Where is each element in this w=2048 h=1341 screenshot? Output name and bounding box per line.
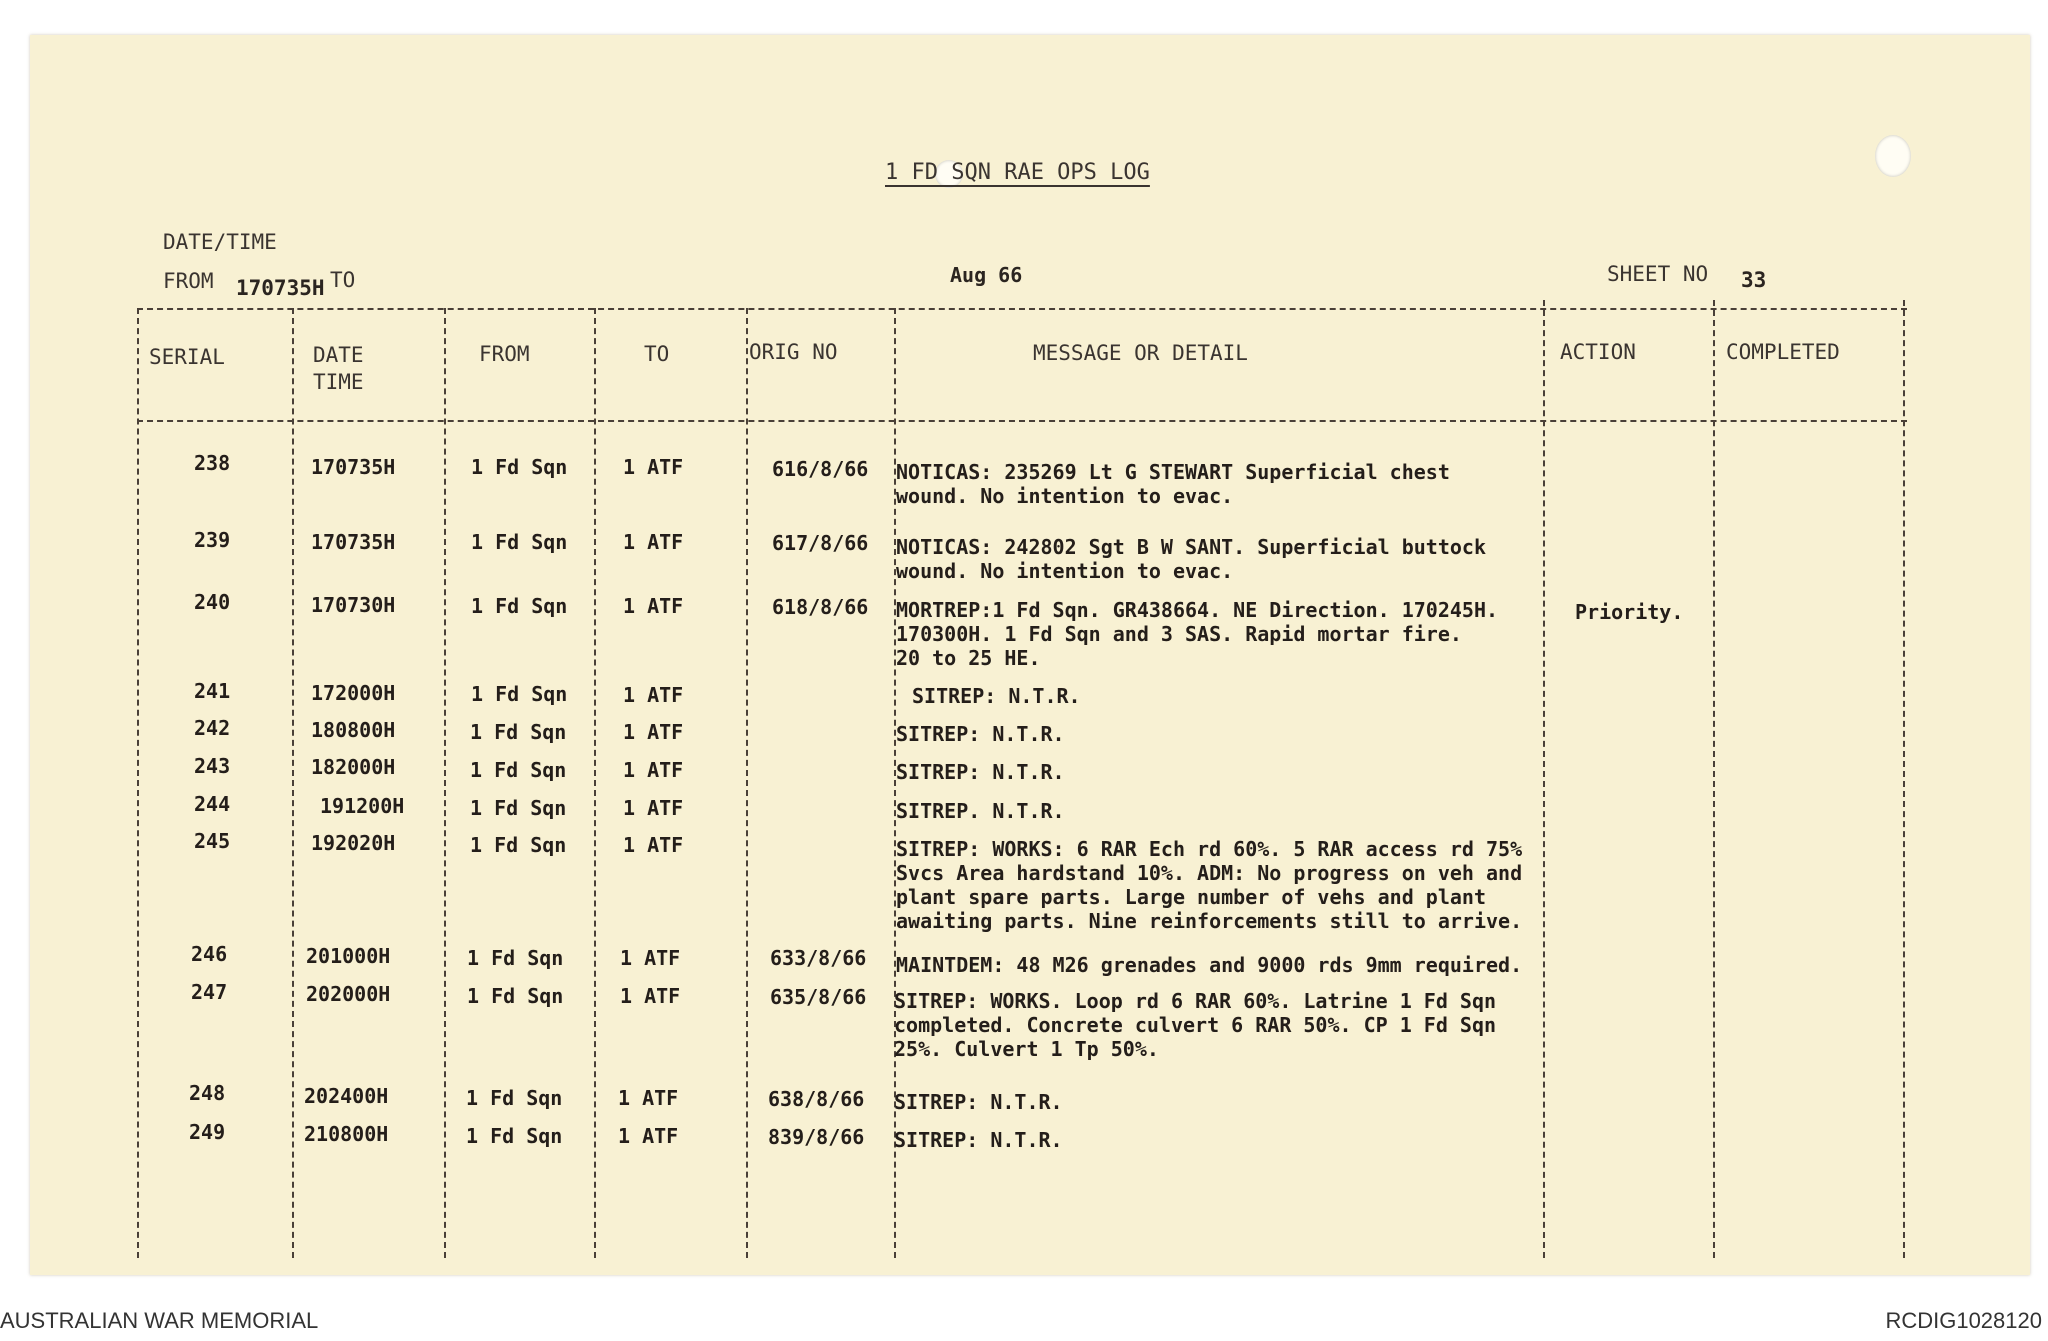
from-label: FROM xyxy=(163,269,214,293)
table-row-orig: 633/8/66 xyxy=(770,946,867,970)
table-row-action: Priority. xyxy=(1575,600,1684,624)
table-row-dtg: 172000H xyxy=(311,681,396,705)
table-row-orig: 635/8/66 xyxy=(770,985,867,1009)
from-value: 170735H xyxy=(236,276,325,300)
column-divider xyxy=(1543,300,1545,1258)
table-row-from: 1 Fd Sqn xyxy=(471,682,568,706)
table-row-to: 1 ATF xyxy=(623,758,684,782)
table-row-orig: 638/8/66 xyxy=(768,1087,865,1111)
column-header-action: ACTION xyxy=(1560,340,1636,364)
column-divider xyxy=(1713,300,1715,1258)
column-divider xyxy=(594,308,596,1258)
to-label: TO xyxy=(330,268,356,292)
table-row-from: 1 Fd Sqn xyxy=(467,946,564,970)
table-row-serial: 240 xyxy=(194,590,231,614)
table-row-dtg: 202000H xyxy=(306,982,391,1006)
table-row-serial: 242 xyxy=(194,716,231,740)
column-divider xyxy=(746,308,748,1258)
table-row-dtg: 180800H xyxy=(311,718,396,742)
column-divider xyxy=(137,308,139,1258)
table-row-message: SITREP. N.T.R. xyxy=(896,799,1065,823)
column-header-from: FROM xyxy=(479,342,530,366)
table-row-from: 1 Fd Sqn xyxy=(471,594,568,618)
table-row-dtg: 210800H xyxy=(304,1122,389,1146)
table-row-orig: 618/8/66 xyxy=(772,595,869,619)
punch-hole xyxy=(1875,135,1911,177)
table-row-serial: 248 xyxy=(189,1081,226,1105)
table-row-from: 1 Fd Sqn xyxy=(470,796,567,820)
log-title: 1 FD SQN RAE OPS LOG xyxy=(885,160,1150,185)
table-row-dtg: 191200H xyxy=(320,794,405,818)
table-row-message: SITREP: N.T.R. xyxy=(896,760,1065,784)
table-row-serial: 243 xyxy=(194,754,231,778)
table-row-to: 1 ATF xyxy=(623,720,684,744)
column-header-serial: SERIAL xyxy=(149,345,225,369)
table-row-dtg: 170735H xyxy=(311,455,396,479)
column-header-date-time: DATE TIME xyxy=(313,343,364,394)
table-row-message: NOTICAS: 242802 Sgt B W SANT. Superficial buttock wound. No intention to evac. xyxy=(896,535,1487,583)
table-row-from: 1 Fd Sqn xyxy=(466,1086,563,1110)
table-row-serial: 239 xyxy=(194,528,231,552)
table-row-from: 1 Fd Sqn xyxy=(471,530,568,554)
header-bottom-border xyxy=(137,420,1907,422)
table-row-to: 1 ATF xyxy=(623,594,684,618)
table-row-dtg: 182000H xyxy=(311,755,396,779)
table-row-serial: 238 xyxy=(194,451,231,475)
column-divider xyxy=(1903,300,1905,1258)
column-header-orig-no: ORIG NO xyxy=(749,340,838,364)
table-top-border xyxy=(137,308,1907,310)
table-row-to: 1 ATF xyxy=(623,796,684,820)
table-row-from: 1 Fd Sqn xyxy=(470,833,567,857)
table-row-orig: 839/8/66 xyxy=(768,1125,865,1149)
table-row-to: 1 ATF xyxy=(623,833,684,857)
table-row-dtg: 170735H xyxy=(311,530,396,554)
column-header-message: MESSAGE OR DETAIL xyxy=(1033,341,1248,365)
table-row-to: 1 ATF xyxy=(623,455,684,479)
table-row-to: 1 ATF xyxy=(623,683,684,707)
table-row-message: SITREP: N.T.R. xyxy=(896,722,1065,746)
table-row-serial: 249 xyxy=(189,1120,226,1144)
table-row-message: SITREP: WORKS. Loop rd 6 RAR 60%. Latrine 1 Fd Sqn completed. Concrete culvert 6 RAR 50%. CP 1 Fd Sqn 25%. Culvert 1 Tp 50%. xyxy=(894,989,1497,1061)
table-row-message: SITREP: N.T.R. xyxy=(912,684,1081,708)
archive-credit: AUSTRALIAN WAR MEMORIAL xyxy=(0,1308,319,1333)
table-row-serial: 241 xyxy=(194,679,231,703)
datetime-label: DATE/TIME xyxy=(163,230,277,254)
table-row-from: 1 Fd Sqn xyxy=(471,455,568,479)
table-row-dtg: 202400H xyxy=(304,1084,389,1108)
sheet-number: 33 xyxy=(1741,268,1767,292)
table-row-to: 1 ATF xyxy=(618,1086,679,1110)
sheet-label: SHEET NO xyxy=(1607,262,1709,286)
table-row-dtg: 170730H xyxy=(311,593,396,617)
table-row-from: 1 Fd Sqn xyxy=(466,1124,563,1148)
table-row-message: SITREP: N.T.R. xyxy=(894,1128,1063,1152)
table-row-serial: 244 xyxy=(194,792,231,816)
column-divider xyxy=(292,308,294,1258)
table-row-to: 1 ATF xyxy=(620,946,681,970)
table-row-message: NOTICAS: 235269 Lt G STEWART Superficial chest wound. No intention to evac. xyxy=(896,460,1450,508)
table-row-message: MORTREP:1 Fd Sqn. GR438664. NE Direction. 170245H. 170300H. 1 Fd Sqn and 3 SAS. Rapid mortar fire. 20 to 25 HE. xyxy=(896,598,1499,670)
table-row-orig: 617/8/66 xyxy=(772,531,869,555)
column-divider xyxy=(444,308,446,1258)
table-row-from: 1 Fd Sqn xyxy=(470,720,567,744)
table-row-serial: 247 xyxy=(191,980,228,1004)
table-row-to: 1 ATF xyxy=(623,530,684,554)
table-row-serial: 245 xyxy=(194,829,231,853)
table-row-message: SITREP: WORKS: 6 RAR Ech rd 60%. 5 RAR access rd 75% Svcs Area hardstand 10%. ADM: No progress on veh and plant spare parts. Large number of vehs and plant awaiting parts. Nine reinforcements still to arrive. xyxy=(896,837,1523,933)
table-row-dtg: 192020H xyxy=(311,831,396,855)
column-header-completed: COMPLETED xyxy=(1726,340,1840,364)
table-row-dtg: 201000H xyxy=(306,944,391,968)
table-row-to: 1 ATF xyxy=(620,984,681,1008)
table-row-message: SITREP: N.T.R. xyxy=(894,1090,1063,1114)
column-header-to: TO xyxy=(644,342,670,366)
archive-reference: RCDIG1028120 xyxy=(1885,1308,2042,1333)
table-row-orig: 616/8/66 xyxy=(772,457,869,481)
period-label: Aug 66 xyxy=(950,263,1023,287)
table-row-to: 1 ATF xyxy=(618,1124,679,1148)
table-row-serial: 246 xyxy=(191,942,228,966)
table-row-message: MAINTDEM: 48 M26 grenades and 9000 rds 9mm required. xyxy=(896,953,1523,977)
table-row-from: 1 Fd Sqn xyxy=(470,758,567,782)
table-row-from: 1 Fd Sqn xyxy=(467,984,564,1008)
